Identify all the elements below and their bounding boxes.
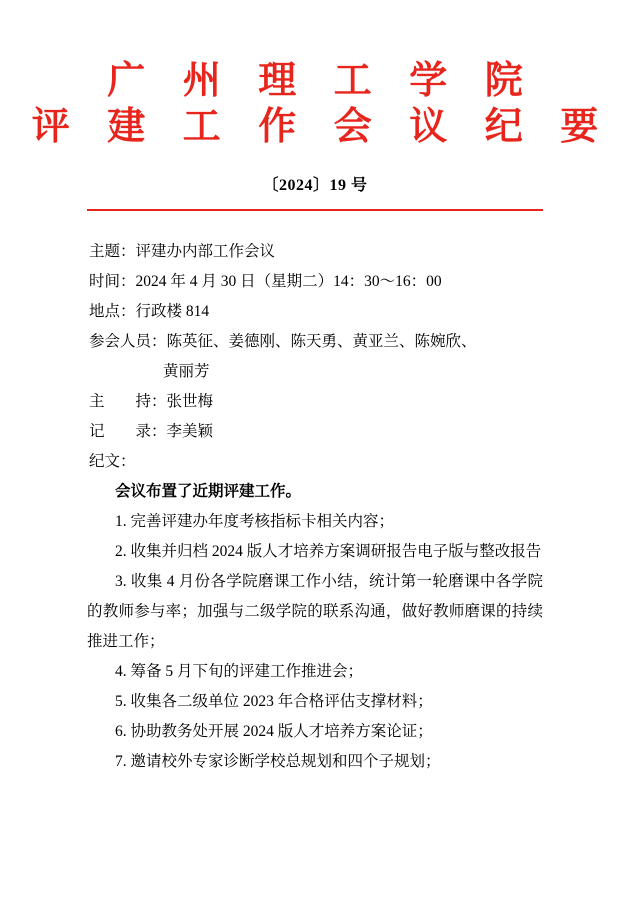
- meta-attendees-value: 陈英征、姜德刚、陈天勇、黄亚兰、陈婉欣、: [166, 333, 477, 350]
- title-line-2: 评 建 工 作 会 议 纪 要: [31, 106, 613, 148]
- meta-location: [87, 297, 543, 327]
- meta-recorder: [87, 417, 543, 447]
- meta-subject-label: 主题：: [89, 243, 136, 260]
- meta-time-value: 2024 年 4 月 30 日（星期二）14：30～16：00: [135, 273, 442, 290]
- section-heading: 会议布置了近期评建工作。: [115, 483, 302, 500]
- list-item: 7. 邀请校外专家诊断学校总规划和四个子规划；: [115, 753, 441, 770]
- meta-time: [87, 267, 543, 297]
- meta-attendees: [87, 327, 543, 357]
- list-item: 1. 完善评建办年度考核指标卡相关内容；: [115, 513, 395, 530]
- list-item: 5. 收集各二级单位 2023 年合格评估支撑材料；: [115, 693, 433, 710]
- document-body: [87, 237, 543, 777]
- meta-location-value: 行政楼 814: [135, 303, 210, 320]
- meta-subject-value: 评建办内部工作会议: [135, 243, 276, 260]
- meta-recorder-value: 李美颖: [166, 423, 214, 440]
- red-divider-rule: [87, 209, 543, 211]
- meta-attendees-continuation: 黄丽芳: [163, 363, 210, 380]
- document-page: [0, 58, 630, 919]
- meta-host-label: 主 持：: [89, 393, 167, 410]
- title-line-1: 广 州 理 工 学 院: [107, 60, 537, 102]
- meta-recorder-label: 记 录：: [89, 423, 167, 440]
- list-item: 4. 筹备 5 月下旬的评建工作推进会；: [115, 663, 364, 680]
- meta-host: [87, 387, 543, 417]
- document-title: [0, 58, 630, 150]
- meta-time-label: 时间：: [89, 273, 136, 290]
- meta-host-value: 张世梅: [166, 393, 214, 410]
- list-item: 6. 协助教务处开展 2024 版人才培养方案论证；: [115, 723, 433, 740]
- list-item: 2. 收集并归档 2024 版人才培养方案调研报告电子版与整改报告: [115, 543, 542, 560]
- list-item: 3. 收集 4 月份各学院磨课工作小结，统计第一轮磨课中各学院的教师参与率；加强与二级学院的联系沟通，做好教师磨课的持续推进工作；: [87, 573, 543, 650]
- meta-attendees-label: 参会人员：: [89, 333, 167, 350]
- meta-subject: [87, 237, 543, 267]
- document-number: 〔2024〕19 号: [262, 177, 368, 194]
- meta-location-label: 地点：: [89, 303, 136, 320]
- minutes-label: 纪文：: [89, 453, 136, 470]
